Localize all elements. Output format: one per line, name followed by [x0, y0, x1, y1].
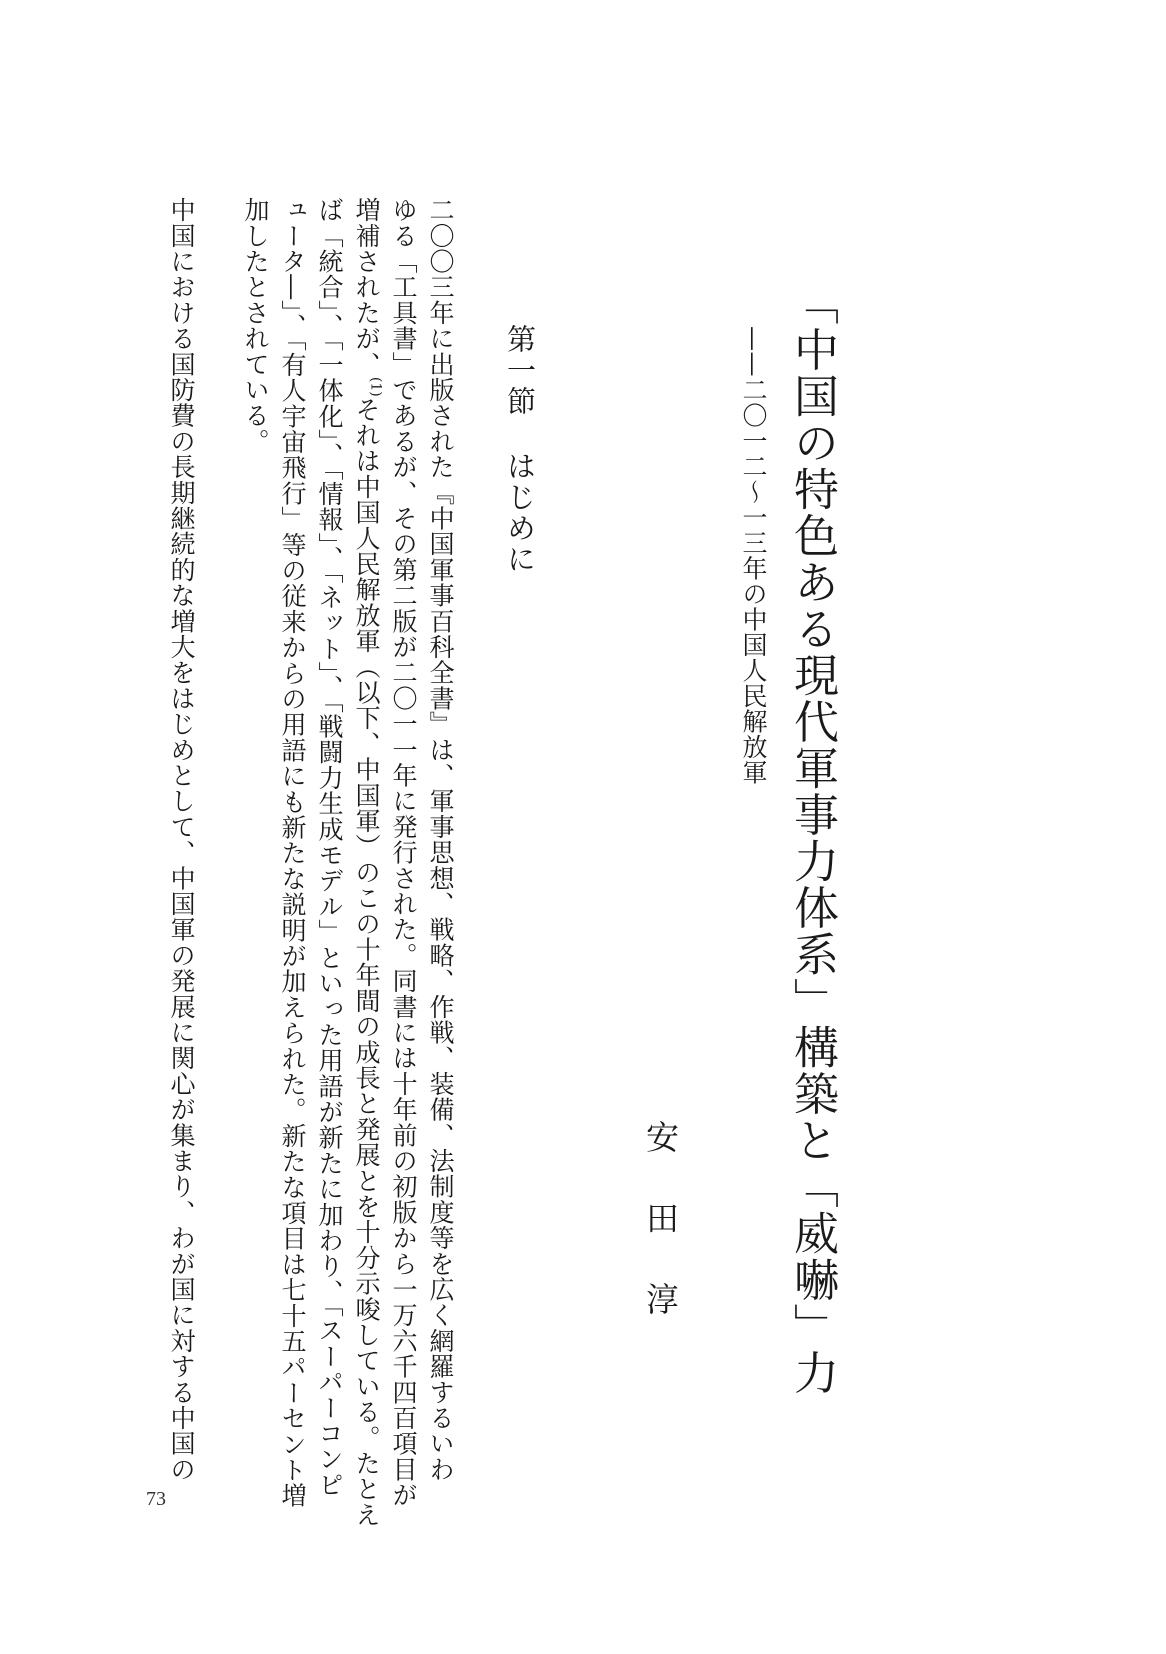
article-subtitle: ——二〇一二～一三年の中国人民解放軍: [739, 326, 768, 785]
body-line: 中国における国防費の長期継続的な増大をはじめとして、中国軍の発展に関心が集まり、わが国に対する中国の: [167, 197, 196, 1482]
body-text: 増補されたが、: [352, 197, 381, 377]
body-line: 加したとされている。: [241, 197, 270, 454]
body-line: ば「統合」、「一体化」、「情報」、「ネット」、「戦闘力生成モデル」といった用語が新たに加わり、「スーパーコンピ: [315, 197, 344, 1498]
body-line: [346, 197, 395, 1528]
section-number: 第一節: [503, 324, 537, 417]
body-text: それは中国人民解放軍（以下、中国軍）のこの十年間の成長と発展とを十分示唆している。たとえ: [352, 396, 381, 1528]
section-heading: [500, 324, 540, 575]
footnote-marker[interactable]: (1): [367, 376, 384, 397]
author-name: 安田淳: [641, 1120, 680, 1363]
section-title: はじめに: [503, 451, 537, 575]
body-line: 二〇〇三年に出版された『中国軍事百科全書』は、軍事思想、戦略、作戦、装備、法制度等を広く網羅するいわ: [426, 197, 455, 1482]
body-line: ゆる「工具書」であるが、その第二版が二〇一一年に発行された。同書には十年前の初版から一万六千四百項目が: [389, 197, 418, 1508]
article-title: 「中国の特色ある現代軍事力体系」構築と「威嚇」力: [786, 280, 839, 1396]
body-line: ュータ―」、「有人宇宙飛行」等の従来からの用語にも新たな説明が加えられた。新たな項目は七十五パーセント増: [278, 197, 307, 1509]
page-number: 73: [146, 1488, 166, 1510]
